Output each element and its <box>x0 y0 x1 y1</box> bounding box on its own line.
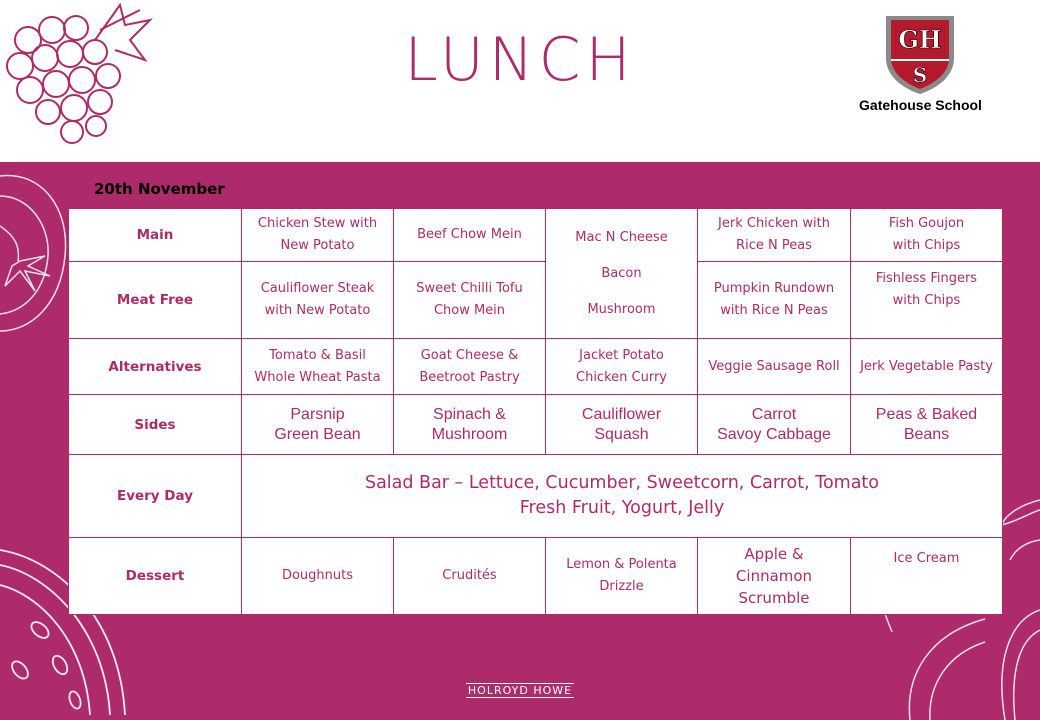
school-shield-icon <box>880 12 960 96</box>
cell-text: Beans <box>903 425 950 443</box>
cell-text: Peas & Baked <box>875 405 978 423</box>
cell-main-1 <box>242 209 394 262</box>
table-row-every-day <box>69 455 1003 538</box>
cell-sides-1 <box>242 395 394 455</box>
cell-meat-free-1 <box>242 262 394 339</box>
cell-text: Scrumble <box>738 589 810 607</box>
row-label-sides: Sides <box>69 395 242 455</box>
cell-text: Chow Mein <box>433 303 506 318</box>
cell-sides-4 <box>698 395 851 455</box>
school-name: Gatehouse School <box>859 97 982 113</box>
cell-text: Jerk Chicken with <box>718 216 830 231</box>
cell-text: with Chips <box>892 293 961 308</box>
cell-text: Green Bean <box>274 425 361 443</box>
cell-text: Fresh Fruit, Yogurt, Jelly <box>519 498 725 518</box>
svg-text:GH: GH <box>898 25 942 54</box>
cell-dessert-5: Ice Cream <box>851 538 1003 615</box>
cell-text: Bacon <box>601 265 642 281</box>
cell-text: Carrot <box>751 405 797 423</box>
cell-text: Fish Goujon <box>888 216 965 231</box>
cell-text: with Rice N Peas <box>720 303 828 318</box>
cell-text: Mac N Cheese <box>575 229 668 245</box>
cell-every-day <box>242 455 1003 538</box>
cell-alternatives-2 <box>394 339 546 395</box>
cell-text: with New Potato <box>264 303 371 318</box>
cell-text: Spinach & <box>433 405 506 423</box>
cell-dessert-3 <box>546 538 698 615</box>
cell-text: Sweet Chilli Tofu <box>416 281 523 296</box>
cell-sides-5 <box>851 395 1003 455</box>
cell-alternatives-1 <box>242 339 394 395</box>
cell-main-4 <box>698 209 851 262</box>
cell-text: Beetroot Pastry <box>419 369 520 385</box>
cell-text: Cauliflower Steak <box>260 281 375 296</box>
cell-text: Mushroom <box>431 425 508 443</box>
cell-dessert-4 <box>698 538 851 615</box>
cell-text: Whole Wheat Pasta <box>254 369 381 385</box>
cell-text: Apple & <box>744 545 804 563</box>
cell-text: with Chips <box>892 238 961 253</box>
cell-main-2: Beef Chow Mein <box>394 209 546 262</box>
row-label-main: Main <box>69 209 242 262</box>
cell-meat-free-5 <box>851 262 1003 339</box>
cell-alternatives-4: Veggie Sausage Roll <box>698 339 851 395</box>
menu-date: 20th November <box>94 180 225 198</box>
cell-alternatives-3 <box>546 339 698 395</box>
cell-text: Goat Cheese & <box>420 347 519 363</box>
cell-text: Squash <box>594 425 649 443</box>
cell-text: Jacket Potato <box>579 347 664 363</box>
cell-text: New Potato <box>280 238 355 253</box>
cell-text: Tomato & Basil <box>269 347 366 363</box>
cell-text: Rice N Peas <box>736 238 812 253</box>
cell-text: Pumpkin Rundown <box>713 281 835 296</box>
cell-meat-free-4 <box>698 262 851 339</box>
cell-main-5 <box>851 209 1003 262</box>
lunch-menu-table <box>68 208 1003 615</box>
cell-text: Salad Bar – Lettuce, Cucumber, Sweetcorn, Carrot, Tomato <box>364 473 880 493</box>
cell-text: Chicken Curry <box>576 369 667 385</box>
cell-sides-3 <box>546 395 698 455</box>
row-label-alternatives: Alternatives <box>69 339 242 395</box>
cell-text: Cauliflower <box>581 405 662 423</box>
table-row-sides <box>69 395 1003 455</box>
cell-alternatives-5: Jerk Vegetable Pasty <box>851 339 1003 395</box>
row-label-every-day: Every Day <box>69 455 242 538</box>
cell-text: Drizzle <box>599 579 644 594</box>
cell-main-meatfree-3 <box>546 209 698 339</box>
cell-text: Parsnip <box>290 405 345 423</box>
cell-dessert-1: Doughnuts <box>242 538 394 615</box>
cell-text: Mushroom <box>587 301 656 317</box>
cell-sides-2 <box>394 395 546 455</box>
cell-text: Chicken Stew with <box>257 216 378 231</box>
cell-dessert-2: Crudités <box>394 538 546 615</box>
cell-text: Savoy Cabbage <box>717 425 831 443</box>
cell-text: Cinnamon <box>735 567 813 585</box>
row-label-meat-free: Meat Free <box>69 262 242 339</box>
svg-text:S: S <box>912 63 928 87</box>
row-label-dessert: Dessert <box>69 538 242 615</box>
table-row-main <box>69 209 1003 262</box>
caterer-logo <box>460 681 580 709</box>
page-title: LUNCH <box>404 25 636 95</box>
table-row-meat-free <box>69 262 1003 339</box>
table-row-alternatives <box>69 339 1003 395</box>
caterer-brand: HOLROYD HOWE <box>467 684 573 697</box>
cell-text: Fishless Fingers <box>875 271 978 286</box>
table-row-dessert <box>69 538 1003 615</box>
cell-meat-free-2 <box>394 262 546 339</box>
cell-text: Lemon & Polenta <box>566 557 677 572</box>
